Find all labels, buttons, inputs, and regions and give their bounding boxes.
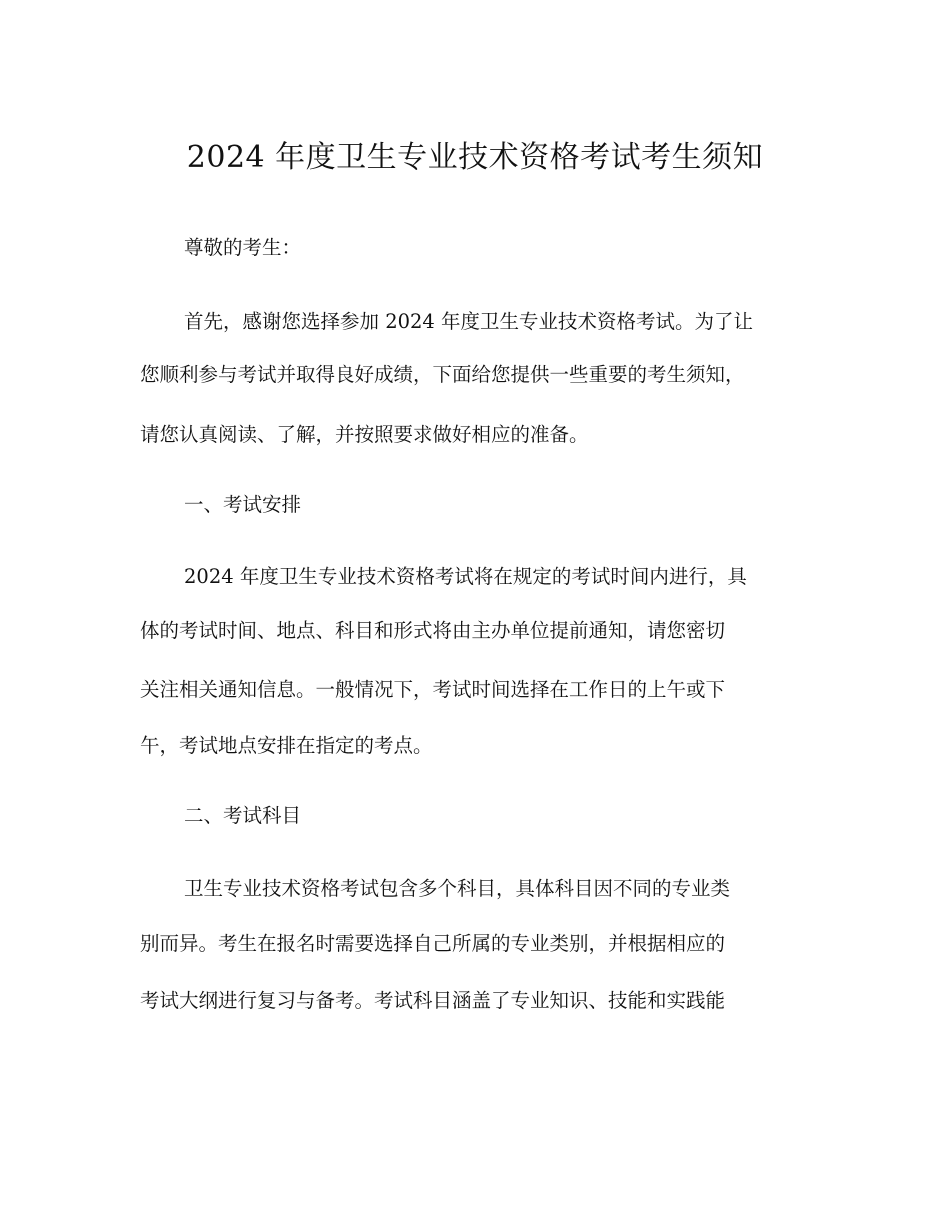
paragraph-subjects-line-2: 别而异。考生在报名时需要选择自己所属的专业类别，并根据相应的 <box>140 932 726 955</box>
paragraph-subjects-line-3: 考试大纲进行复习与备考。考试科目涵盖了专业知识、技能和实践能 <box>140 989 726 1012</box>
paragraph-arrangement-line-3: 关注相关通知信息。一般情况下，考试时间选择在工作日的上午或下 <box>140 678 726 701</box>
paragraph-arrangement-line-2: 体的考试时间、地点、科目和形式将由主办单位提前通知，请您密切 <box>140 619 726 642</box>
paragraph-arrangement-line-4: 午，考试地点安排在指定的考点。 <box>140 734 433 757</box>
salutation: 尊敬的考生： <box>184 236 302 259</box>
document-title: 2024 年度卫生专业技术资格考试考生须知 <box>186 140 764 175</box>
paragraph-intro-line-3: 请您认真阅读、了解，并按照要求做好相应的准备。 <box>140 423 589 446</box>
paragraph-intro-line-1: 首先，感谢您选择参加 2024 年度卫生专业技术资格考试。为了让 <box>184 310 754 333</box>
paragraph-intro-line-2: 您顺利参与考试并取得良好成绩，下面给您提供一些重要的考生须知， <box>140 363 745 386</box>
section-heading-arrangement: 一、考试安排 <box>184 493 302 516</box>
paragraph-subjects-line-1: 卫生专业技术资格考试包含多个科目，具体科目因不同的专业类 <box>184 877 731 900</box>
paragraph-arrangement-line-1: 2024 年度卫生专业技术资格考试将在规定的考试时间内进行，具 <box>184 565 747 588</box>
section-heading-subjects: 二、考试科目 <box>184 804 302 827</box>
